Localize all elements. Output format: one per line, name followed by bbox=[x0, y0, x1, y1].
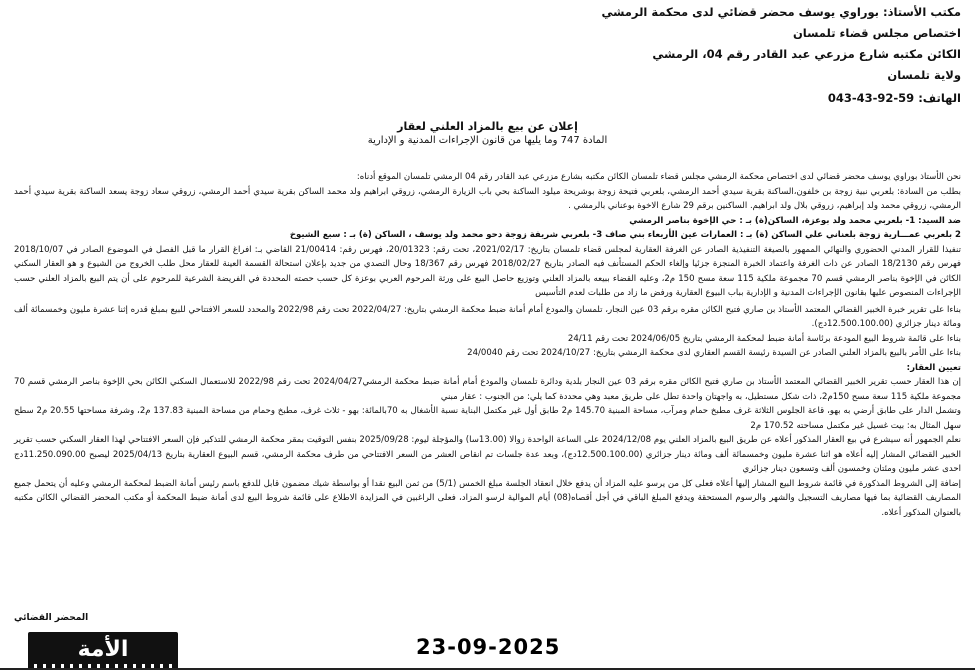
phone-line bbox=[541, 88, 961, 109]
sale-order-paragraph: بناءا على الأمر بالبيع بالمزاد العلني الصادر عن السيدة رئيسة القسم العقاري لدى محكمة الرمشي بتاريخ: 2024/10/27 تحت رقم 24/0040 bbox=[467, 348, 961, 358]
payment-terms-paragraph: إضافة إلى الشروط المذكورة في قائمة شروط البيع المشار إليها أعلاه فعلى كل من يرسو عليه المزاد أن يدفع خلال انعقاد الجلسة مبلغ الخمس (5/1) من ثمن البيع نقدا أو بواسطة شيك مضمون قابل للدفع باسم رئيس أمانة الضبط لمحكمة الرمشي وعليه أن يتحمل جميع المصاريف القضائية بما فيها مصاريف التسجيل والشهر والرسوم المستحقة ويدفع المبلغ الباقي في أجل أقصاه(08) أيام الموالية لرسو المزاد، فعلى الراغبين في المزايدة الاطلاع على قائمة شروط البيع لدى أمانة ضبط المحكمة أو مكتب المحضر القضائي الكائن مكتبه بالعنوان المذكور أعلاه. bbox=[14, 478, 961, 518]
auction-notice-paragraph: نعلم الجمهور أنه سيشرع في بيع العقار المذكور أعلاه عن طريق البيع بالمزاد العلني يوم 2024/12/08 على الساعة الواحدة زوالا (13.00سا) والمؤجلة ليوم: 2025/09/28 بنفس التوقيت بمقر محكمة الرمشي للتذكير فإن السعر الافتتاحي لهذا العقار السكني حسب تقرير الخبير القضائي المشار إليه أعلاه هو اثنا عشرة مليون وخمسمائة ألف ومائة دينار جزائري (12.500.100.00دج)، وبعد عدة جلسات تم انقاص العشر من السعر الافتتاحي من طرف محكمة الرمشي، قسم البيوع العقارية بتاريخ 2025/04/13 ليصبح 11.250.090.00دج احدى عشر مليون ومئتان وخمسون ألف وتسعون دينار جزائري bbox=[14, 435, 962, 474]
defendants-paragraph: 2 بلعربي عمـــارية زوجة بلعناني علي الساكن (ة) بـ : العمارات عين الأربعاء بني صاف 3- بلعربي شريفة زوجة دحو محمد ولد يوسف ، الساكن (ة) بـ : سبع الشيوخ bbox=[289, 230, 961, 240]
phone-number: 043-43-92-59 bbox=[827, 91, 915, 105]
address-line: الكائن مكتبه شارع مزرعي عبد القادر رقم 04، الرمشي bbox=[652, 47, 961, 61]
property-description: إن هذا العقار حسب تقرير الخبير القضائي المعتمد الأستاذ بن صاري فتيح الكائن مقره برقم 03 عين النجار بلدية ودائرة تلمسان والمودع أمام أمانة ضبط محكمة الرمشي2024/04/27 تحت رقم 2022/98 للاستعمال السكني الكائن بحي الإخوة بناصر الرمشي قسم 70 مجموعة ملكية 115 سعة مسح 150م2، ذات شكل مستطيل، به واجهتان واحدة تطل على طريق معبد وهي محددة كما يلي: من الجنوب : عقار مبني bbox=[14, 377, 961, 402]
newspaper-logo: الأمة bbox=[28, 632, 178, 666]
publication-date: 23-09-2025 bbox=[416, 635, 561, 659]
property-details: وتشمل الدار على طابق أرضي به بهو، قاعة الجلوس الثلاثة غرف مطبخ حمام ومرآب، مساحة المبنية 145.70 م2 طابق أول غير مكتمل البناية نسبة الأشغال به 70بالمائة: بهو - ثلاث غرف، مطبخ وحمام من مساحة المبنية 137.83 م2، وشرفة مساحتها 20.55 م2 سطح سهل المثال به: بيت غسيل غير مكتمل مساحته 170.52 م2 bbox=[14, 406, 961, 431]
announcement-subtitle: المادة 747 وما يليها من قانون الإجراءات المدنية و الإدارية bbox=[367, 135, 608, 146]
announcement-title: إعلان عن بيع بالمزاد العلني لعقار bbox=[397, 120, 578, 133]
intro-paragraph: نحن الأستاذ بوراوي يوسف محضر قضائي لدى اختصاص محكمة الرمشي مجلس قضاء تلمسان الكائن مكتبه بشارع مزرعي عبد القادر رقم 04 الرمشي تلمسان الموقع أدناه: bbox=[356, 172, 961, 182]
expert-report-paragraph: بناءا على تقرير خبرة الخبير القضائي المعتمد الأستاذ بن صاري فتيح الكائن مقره برقم 03 عين النجار، تلمسان والمودع أمام أمانة ضبط محكمة الرمشي بتاريخ: 2022/04/27 تحت رقم 2022/98 والمحدد للسعر الافتتاحي للبيع بمبلغ قدره إثنا عشرة مليون وخمسمائة ألف ومائة دينار جزائري (12.500.100.00دج). bbox=[14, 304, 961, 329]
requesters-paragraph: بطلب من السادة: بلعربي نبية زوجة بن خلفون،الساكنة بقرية سيدي أحمد الرمشي، بلعربي فتيحة زوجة بوشريحة ميلود الساكنة بحي باب الزيارة الرمشي، زروقي ابراهيم ولد محمد الساكن بقرية سيدي أحمد الرمشي، زروقي سعاد زوجة يسعد الساكنة بقرية سيدي أحمد الرمشي، زروقي محمد ولد إبراهيم، زروقي بلال ولد ابراهيم. الساكنين برقم 29 شارع الاخوة بوعناني بالرمشي . bbox=[14, 186, 961, 211]
phone-label: الهاتف: bbox=[918, 91, 961, 105]
property-heading: تعيين العقار: bbox=[906, 362, 961, 373]
wilaya-line: ولاية تلمسان bbox=[887, 68, 961, 82]
office-line: مكتب الأستاذ: بوراوي يوسف محضر قضائي لدى محكمة الرمشي bbox=[601, 5, 961, 19]
defendant-paragraph: ضد السيد: 1- بلعربي محمد ولد بوعزة، الساكن(ة) بـ : حي الإخوة بناصر الرمشي bbox=[629, 215, 961, 226]
announcement-title-block bbox=[180, 120, 795, 148]
signature: المحضر القضائي bbox=[14, 613, 89, 623]
jurisdiction-line: اختصاص مجلس قضاء تلمسان bbox=[792, 26, 961, 40]
decision-paragraph: تنفيذا للقرار المدني الحضوري والنهائي الممهور بالصيغة التنفيذية الصادر عن الغرفة العقارية لمجلس قضاء تلمسان بتاريخ: 2021/02/17، تحت رقم: 20/01323، فهرس رقم: 21/00414 القاضي بـ: افراغ القرار ما قبل الفصل في الموضوع الصادر في 2018/10/07 فهرس رقم 18/2130 الصادر عن ذات الغرفة واعتماد الخبرة المنجزة جزئيا وإلغاء الحكم المستأنف فيه الصادر بتاريخ 2018/02/27 فهرس رقم 18/367 وحال التصدي من جديد بإعلان استحالة القسمة العينة للعقار محل طلب الخروج من الشيوع و هو العقار السكني الكائن في الإخوة بناصر الرمشي قسم 70 مجموعة ملكية 115 سعة مسح 150 م2، وعليه القضاء ببيعه بالمزاد العلني وتوزيع حاصل البيع على ورثة المرحوم العربي بوعزة كل حسب حصته المحددة في الفريضة الشرعية للمرحوم على أن يتم البيع بالمزاد العلني حسب الإجراءات المنصوص عليها بقانون الإجراءات المدنية و الإدارية بباب البيوع العقارية ورفض ما زاد من طلبات لعدم التأسيس bbox=[14, 244, 961, 298]
conditions-paragraph: بناءا على قائمة شروط البيع المودعة برئاسة أمانة ضبط لمحكمة الرمشي بتاريخ 2024/06/05 تحت رقم 24/11 bbox=[567, 333, 961, 344]
announcement-body bbox=[14, 170, 961, 520]
bottom-divider bbox=[0, 668, 975, 670]
bailiff-header bbox=[541, 2, 961, 109]
